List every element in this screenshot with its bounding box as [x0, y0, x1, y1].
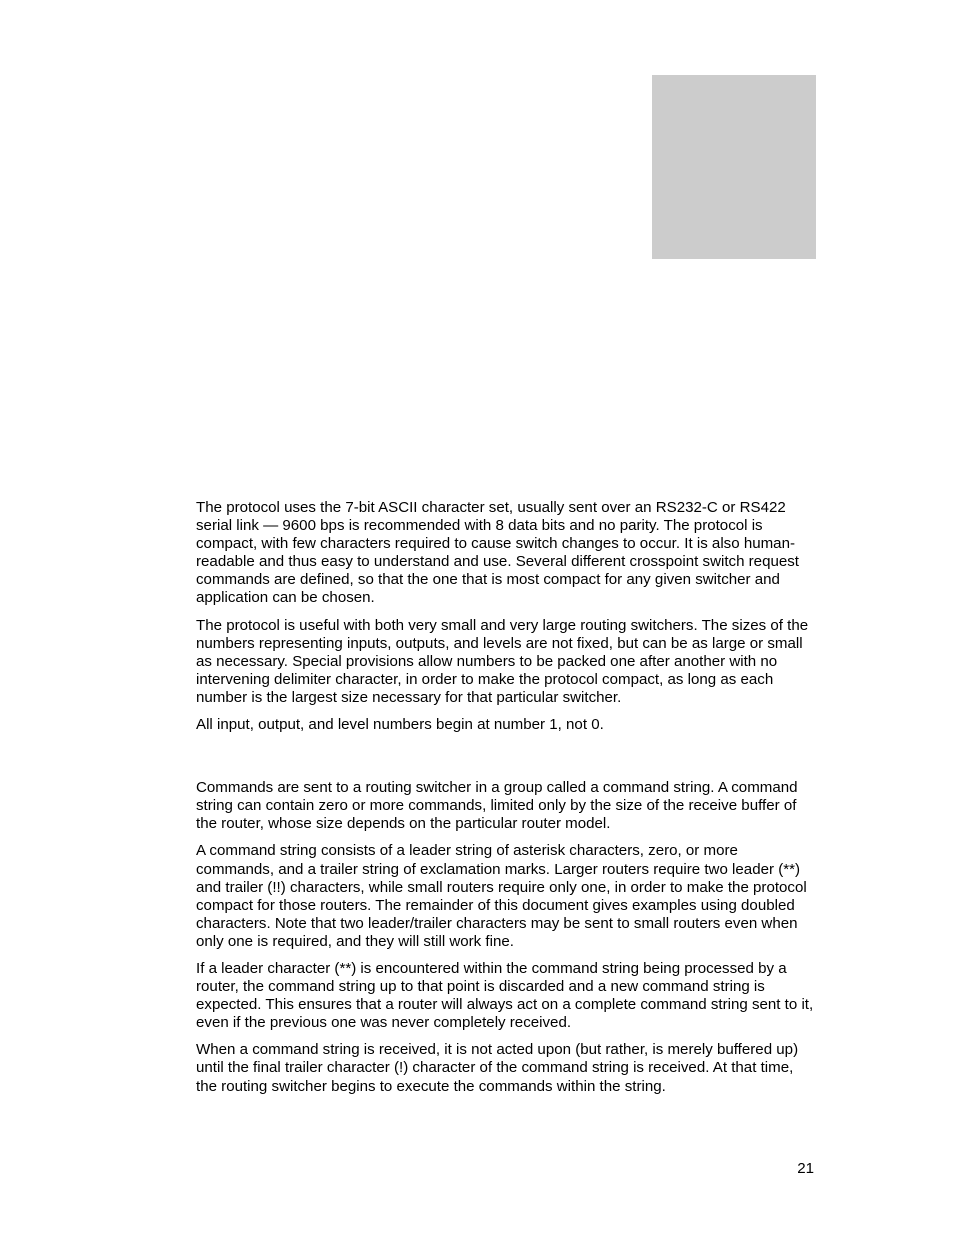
chapter-tab-block: [652, 75, 816, 259]
section-spacer: [196, 743, 818, 779]
numbering-paragraph: All input, output, and level numbers begin at number 1, not 0.: [196, 716, 604, 734]
leader-trailer-paragraph: A command string consists of a leader string of asterisk characters, zero, or more commands, and a trailer string of exclamation marks. Larger routers require two leader (**) and trailer (!!) characters, while small routers require only one, in order to make the protocol compact for those routers. The remainder of this document gives examples using doubled characters. Note that two leader/trailer characters may be sent to small routers even when only one is required, and they will still work fine.: [196, 842, 807, 950]
page-number: 21: [797, 1160, 814, 1177]
protocol-overview-paragraph: The protocol uses the 7-bit ASCII character set, usually sent over an RS232-C or RS422 serial link — 9600 bps is recommended with 8 data bits and no parity. The protocol is compact, with few characters required to cause switch changes to occur. It is also human-readable and thus easy to understand and use. Several different crosspoint switch request commands are defined, so that the one that is most compact for any given switcher and application can be chosen.: [196, 499, 800, 607]
protocol-scaling-paragraph: The protocol is useful with both very small and very large routing switchers. The sizes of the numbers representing inputs, outputs, and levels are not fixed, but can be as large or small as necessary. Special provisions allow numbers to be packed one after another with no intervening delimiter character, in order to make the protocol compact, as long as each number is the largest size necessary for that particular switcher.: [196, 616, 809, 706]
command-string-paragraph: Commands are sent to a routing switcher in a group called a command string. A command string can contain zero or more commands, limited only by the size of the receive buffer of the router, whose size depends on the particular router model.: [196, 779, 798, 833]
body-content: [196, 499, 818, 1105]
execution-paragraph: When a command string is received, it is not acted upon (but rather, is merely buffered up) until the final trailer character (!) character of the command string is received. At that time, the routing switcher begins to execute the commands within the string.: [196, 1041, 799, 1095]
leader-reset-paragraph: If a leader character (**) is encountered within the command string being processed by a router, the command string up to that point is discarded and a new command string is expected. This ensures that a router will always act on a complete command string sent to it, even if the previous one was never completely received.: [196, 959, 814, 1032]
